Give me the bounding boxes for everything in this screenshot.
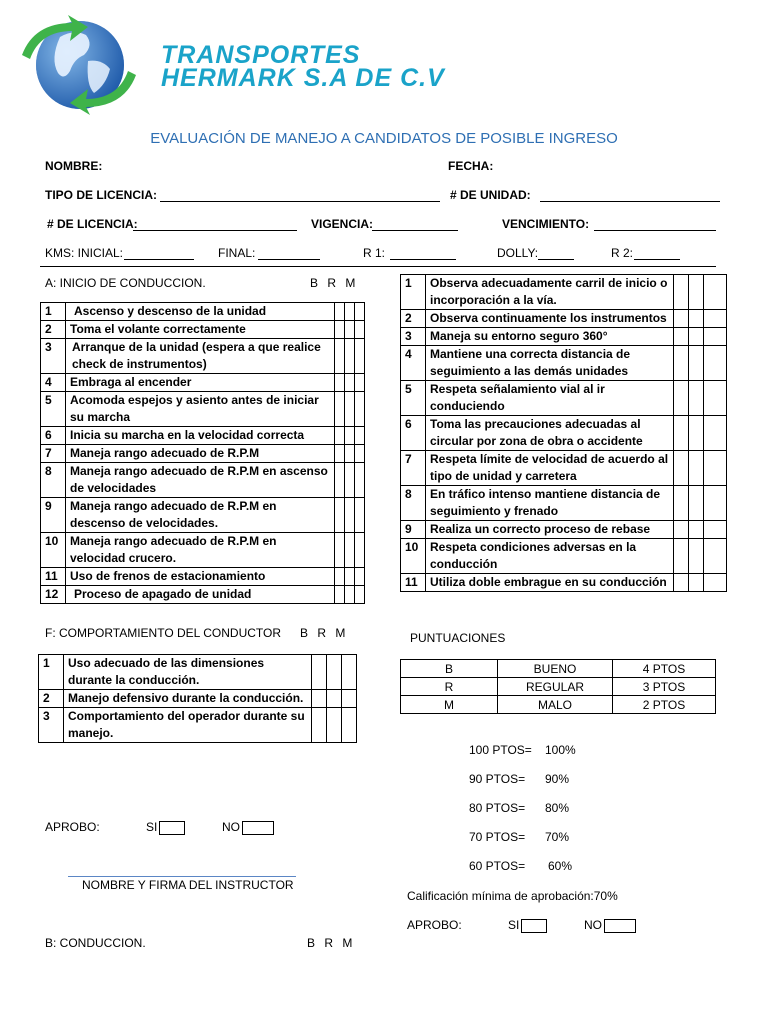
table-row: 3 Maneja su entorno seguro 360°	[401, 328, 727, 346]
table-row: 7 Maneja rango adecuado de R.P.M	[41, 445, 365, 463]
num-unidad-label: # DE UNIDAD:	[450, 188, 531, 202]
no-checkbox-left[interactable]: NO	[222, 820, 274, 835]
table-row: 6 Toma las precauciones adecuadas al circular por zona de obra o accidente	[401, 416, 727, 451]
table-row: 11 Uso de frenos de estacionamiento	[41, 568, 365, 586]
num-licencia-field[interactable]	[133, 218, 297, 231]
instructor-label: NOMBRE Y FIRMA DEL INSTRUCTOR	[82, 878, 294, 892]
table-row: R REGULAR 3 PTOS	[401, 678, 716, 696]
vigencia-label: VIGENCIA:	[311, 217, 374, 231]
globe-logo-icon	[14, 15, 144, 115]
si-checkbox-right[interactable]: SI	[508, 918, 547, 933]
section-f-title: F: COMPORTAMIENTO DEL CONDUCTOR	[45, 626, 282, 640]
table-row: 12 Proceso de apagado de unidad	[41, 586, 365, 604]
tipo-licencia-label: TIPO DE LICENCIA:	[45, 188, 158, 202]
table-row: 8 Maneja rango adecuado de R.P.M en ascenso de velocidades	[41, 463, 365, 498]
puntuaciones-table	[400, 659, 716, 714]
kms-inicial-field[interactable]	[124, 247, 194, 260]
table-row: 10 Maneja rango adecuado de R.P.M en velocidad crucero.	[41, 533, 365, 568]
table-row: 2 Toma el volante correctamente	[41, 321, 365, 339]
scale-100-pts: 100 PTOS=	[469, 743, 532, 757]
min-approval-label: Calificación mínima de aprobación:70%	[407, 889, 618, 903]
scale-90-pct: 90%	[545, 772, 570, 786]
puntuaciones-title: PUNTUACIONES	[410, 631, 506, 645]
table-row: 6 Inicia su marcha en la velocidad correcta	[41, 427, 365, 445]
vencimiento-label: VENCIMIENTO:	[502, 217, 590, 231]
scale-90-pts: 90 PTOS=	[469, 772, 526, 786]
kms-inicial-label: KMS: INICIAL:	[45, 246, 124, 260]
table-row: 7 Respeta límite de velocidad de acuerdo al tipo de unidad y carretera	[401, 451, 727, 486]
aprobo-label-right: APROBO:	[407, 918, 462, 932]
r2-label: R 2:	[611, 246, 634, 260]
r1-field[interactable]	[390, 247, 456, 260]
scale-100-pct: 100%	[545, 743, 576, 757]
vigencia-field[interactable]	[372, 218, 458, 231]
si-checkbox-left[interactable]: SI	[146, 820, 185, 835]
signature-line[interactable]	[68, 876, 296, 877]
r2-field[interactable]	[634, 247, 680, 260]
aprobo-label-left: APROBO:	[45, 820, 100, 834]
vencimiento-field[interactable]	[594, 218, 716, 231]
section-a-table	[40, 302, 365, 604]
table-row: M MALO 2 PTOS	[401, 696, 716, 714]
table-row: 4 Embraga al encender	[41, 374, 365, 392]
table-row: 5 Respeta señalamiento vial al ir conduciendo	[401, 381, 727, 416]
table-row: 1 Uso adecuado de las dimensiones durante la conducción.	[39, 655, 357, 690]
table-row: 11 Utiliza doble embrague en su conducción	[401, 574, 727, 592]
section-a-title: A: INICIO DE CONDUCCION.	[45, 276, 206, 290]
section-f-cols: B R M	[300, 626, 346, 640]
document-title: EVALUACIÓN DE MANEJO A CANDIDATOS DE POSIBLE INGRESO	[150, 130, 618, 147]
table-row: B BUENO 4 PTOS	[401, 660, 716, 678]
scale-80-pts: 80 PTOS=	[469, 801, 526, 815]
nombre-label: NOMBRE:	[45, 159, 103, 173]
header-divider	[40, 266, 716, 267]
scale-70-pct: 70%	[545, 830, 570, 844]
table-row: 4 Mantiene una correcta distancia de seguimiento a las demás unidades	[401, 346, 727, 381]
r1-label: R 1:	[363, 246, 386, 260]
final-field[interactable]	[258, 247, 320, 260]
table-row: 1 Ascenso y descenso de la unidad	[41, 303, 365, 321]
table-row: 9 Maneja rango adecuado de R.P.M en descenso de velocidades.	[41, 498, 365, 533]
tipo-licencia-field[interactable]	[160, 189, 440, 202]
scale-60-pct: 60%	[548, 859, 573, 873]
table-row: 1 Observa adecuadamente carril de inicio o incorporación a la vía.	[401, 275, 727, 310]
scale-60-pts: 60 PTOS=	[469, 859, 526, 873]
table-row: 2 Observa continuamente los instrumentos	[401, 310, 727, 328]
table-row: 8 En tráfico intenso mantiene distancia de seguimiento y frenado	[401, 486, 727, 521]
section-b-title: B: CONDUCCION.	[45, 936, 146, 950]
table-row: 2 Manejo defensivo durante la conducción.	[39, 690, 357, 708]
table-row: 5 Acomoda espejos y asiento antes de iniciar su marcha	[41, 392, 365, 427]
table-row: 3 Arranque de la unidad (espera a que realice check de instrumentos)	[41, 339, 365, 374]
section-f-table	[38, 654, 357, 743]
num-unidad-field[interactable]	[540, 189, 720, 202]
section-right-table	[400, 274, 727, 592]
num-licencia-label: # DE LICENCIA:	[47, 217, 138, 231]
section-a-cols: B R M	[310, 276, 356, 290]
final-label: FINAL:	[218, 246, 256, 260]
scale-70-pts: 70 PTOS=	[469, 830, 526, 844]
table-row: 9 Realiza un correcto proceso de rebase	[401, 521, 727, 539]
section-b-cols: B R M	[307, 936, 353, 950]
brand-name-line1: TRANSPORTES	[161, 41, 361, 69]
dolly-label: DOLLY:	[497, 246, 539, 260]
table-row: 10 Respeta condiciones adversas en la conducción	[401, 539, 727, 574]
brand-name-line2: HERMARK S.A DE C.V	[161, 64, 445, 92]
dolly-field[interactable]	[538, 247, 574, 260]
fecha-label: FECHA:	[448, 159, 494, 173]
table-row: 3 Comportamiento del operador durante su manejo.	[39, 708, 357, 743]
no-checkbox-right[interactable]: NO	[584, 918, 636, 933]
scale-80-pct: 80%	[545, 801, 570, 815]
